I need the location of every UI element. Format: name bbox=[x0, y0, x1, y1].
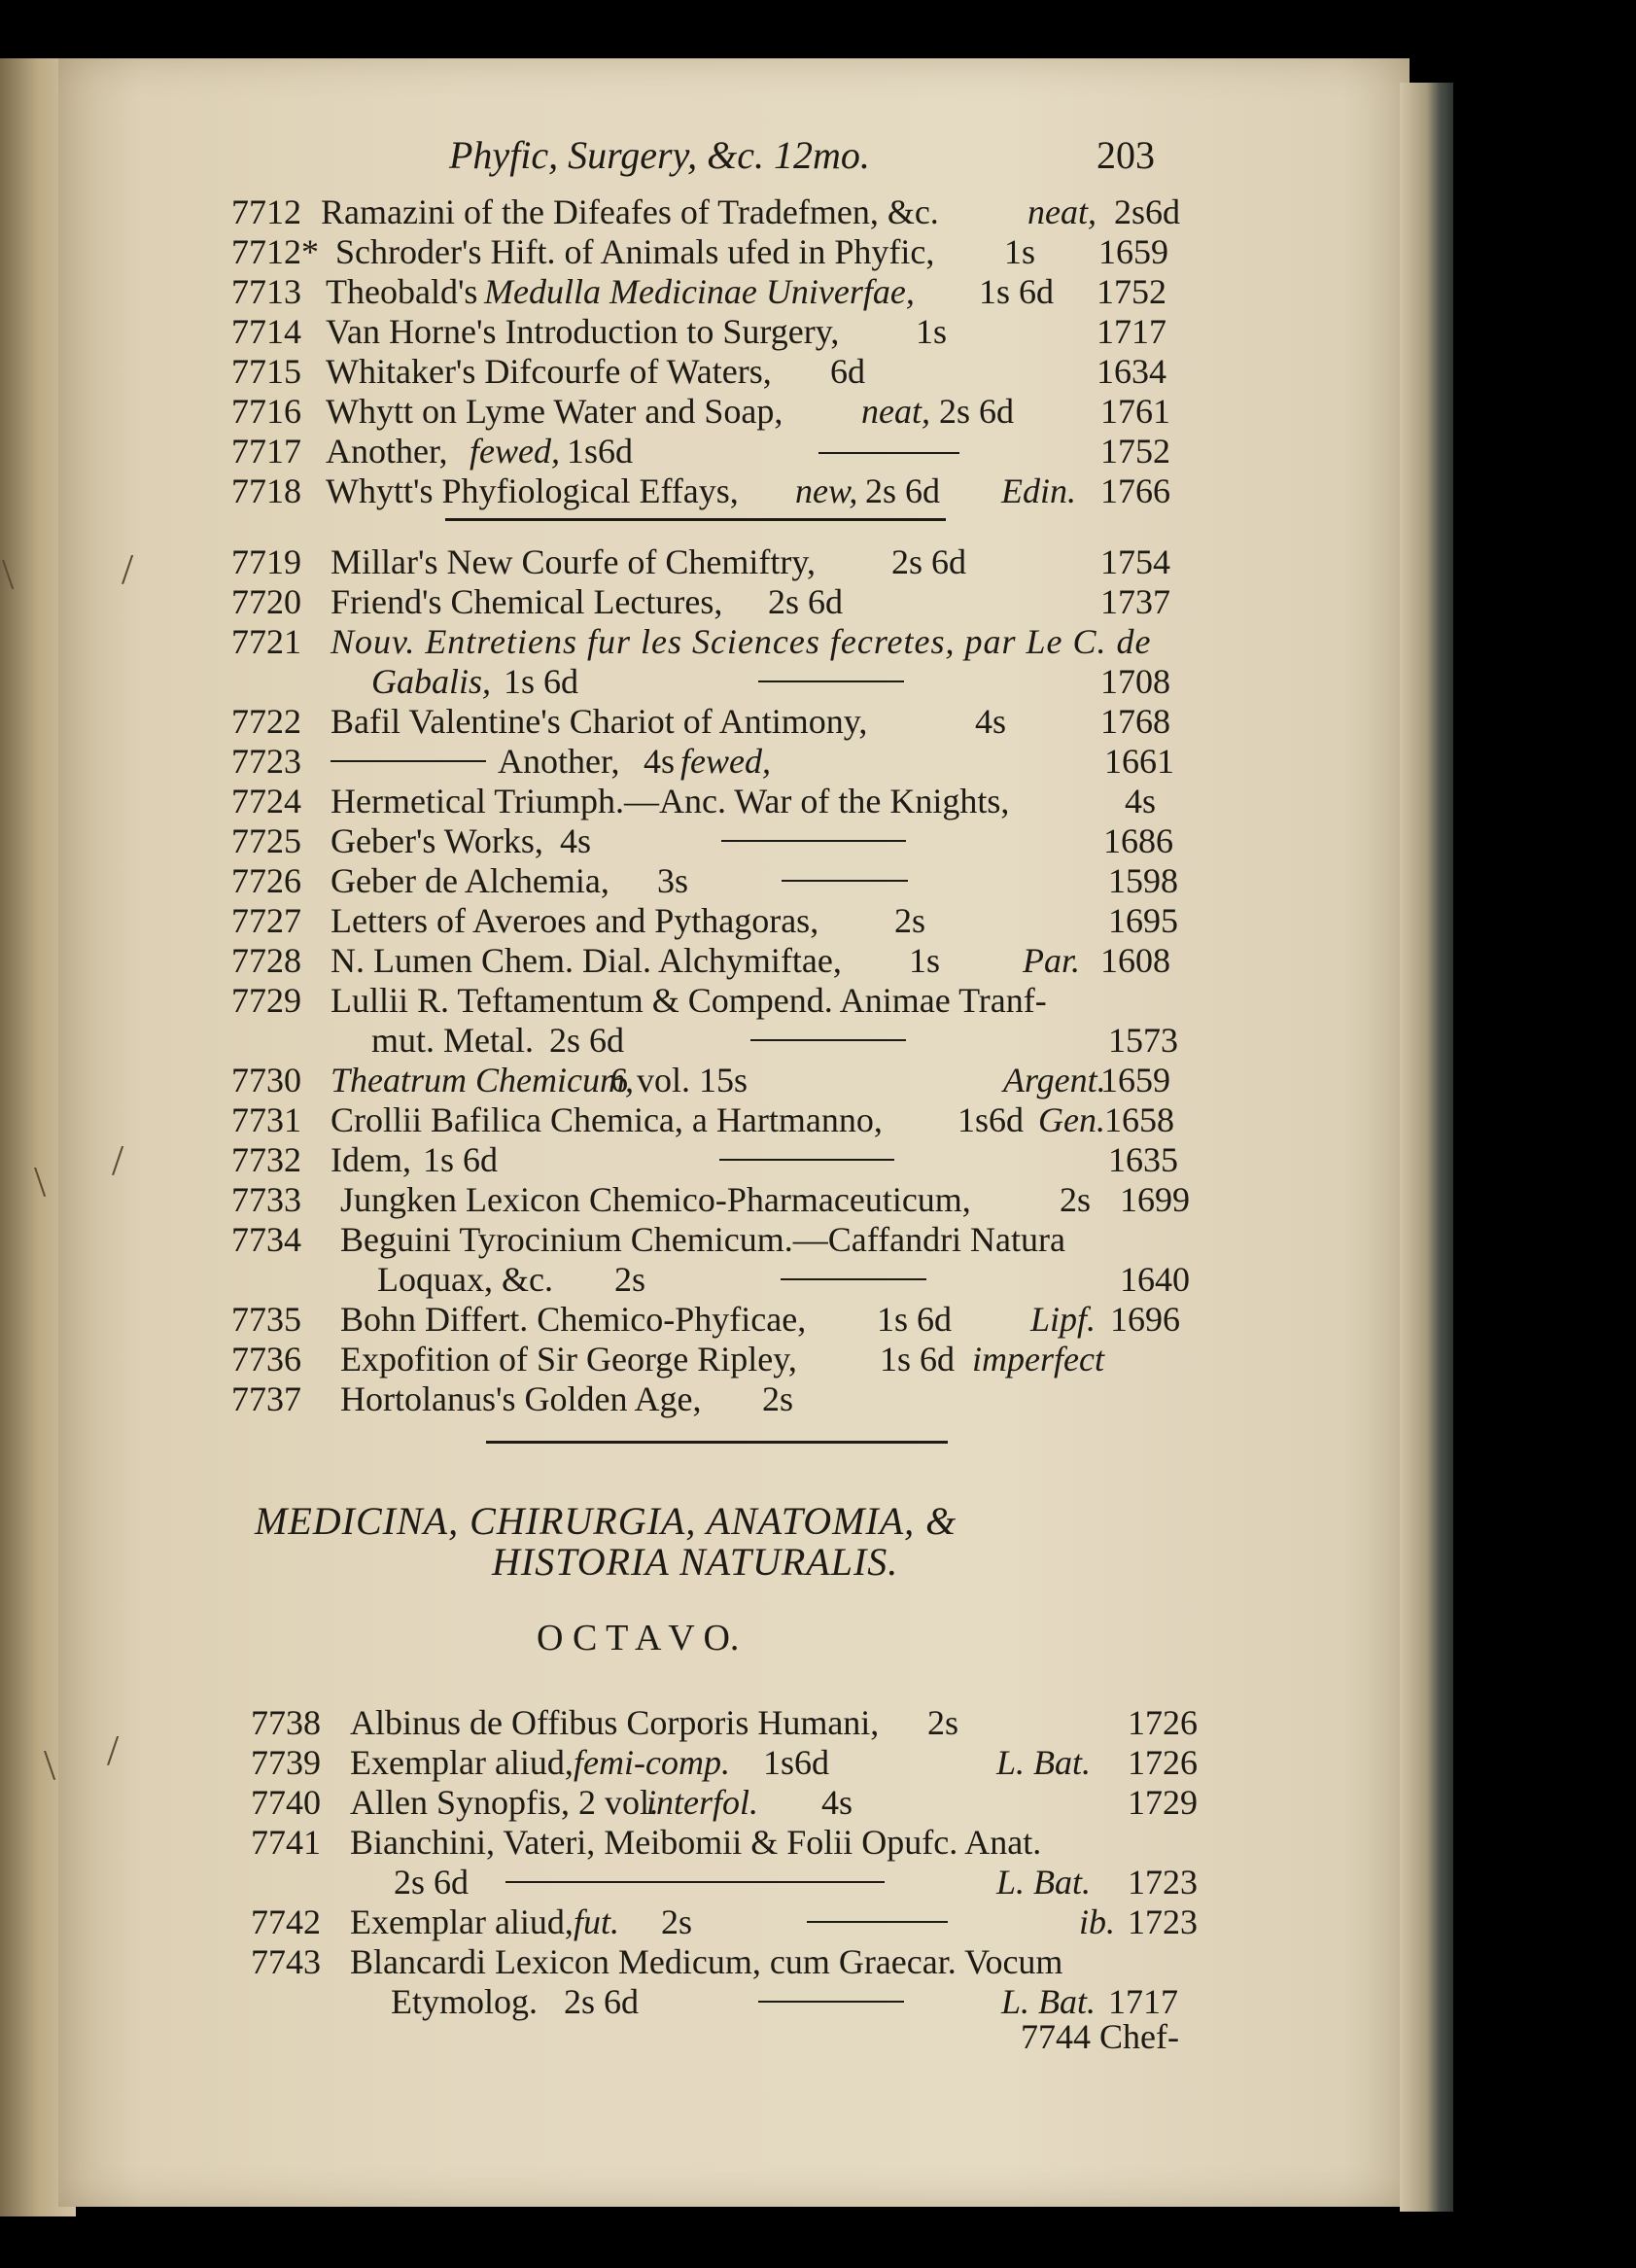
entry-price: 1s6d bbox=[567, 432, 634, 471]
entry-title: Whytt on Lyme Water and Soap, bbox=[326, 392, 783, 431]
entry-year: 1659 bbox=[1098, 232, 1168, 271]
entry-number: 7739 bbox=[251, 1743, 321, 1782]
entry-title: Theatrum Chemicum, bbox=[331, 1061, 634, 1099]
entry-price: 2s 6d bbox=[891, 542, 967, 581]
running-head: Phyfic, Surgery, &c. 12mo. bbox=[449, 133, 870, 177]
entry-number: 7712 bbox=[231, 192, 301, 231]
entry-price: 1s6d bbox=[763, 1743, 830, 1782]
entry-price: 1s 6d bbox=[423, 1140, 499, 1179]
entry-title: Ramazini of the Difeafes of Tradefmen, &c. bbox=[321, 192, 939, 231]
entry-note: femi-comp. bbox=[574, 1743, 730, 1782]
entry-year: 1729 bbox=[1128, 1783, 1198, 1822]
entry-note: Medulla Medicinae Univerfae, bbox=[484, 272, 915, 311]
ditto-dash bbox=[750, 1039, 906, 1041]
entry-note: fewed, bbox=[680, 742, 771, 781]
entry-number: 7725 bbox=[231, 821, 301, 860]
entry-title: Nouv. Entretiens fur les Sciences fecretes, par Le C. de bbox=[331, 622, 1152, 661]
pencil-mark: \ bbox=[44, 1741, 56, 1789]
entry-price: 2s bbox=[927, 1703, 959, 1742]
entry-year: 1717 bbox=[1108, 1982, 1178, 2021]
entry-price: 1s 6d bbox=[880, 1340, 956, 1378]
entry-price: 2s 6d bbox=[768, 582, 844, 621]
entry-price: 1s bbox=[916, 312, 948, 351]
format-heading: O C T A V O. bbox=[537, 1618, 740, 1658]
entry-place: Edin. bbox=[1001, 471, 1076, 510]
ditto-dash bbox=[758, 2001, 904, 2003]
entry-price: 4s bbox=[644, 742, 676, 781]
entry-title: Friend's Chemical Lectures, bbox=[331, 582, 723, 621]
pencil-mark: / bbox=[107, 1727, 120, 1774]
entry-year: 1661 bbox=[1104, 742, 1174, 781]
entry-price: 4s bbox=[821, 1783, 853, 1822]
entry-title: Crollii Bafilica Chemica, a Hartmanno, bbox=[331, 1100, 883, 1139]
entry-title: Jungken Lexicon Chemico-Pharmaceuticum, bbox=[340, 1180, 971, 1219]
entry-year: 1695 bbox=[1108, 901, 1178, 940]
section-divider bbox=[486, 1441, 948, 1444]
entry-price: 1s6d bbox=[957, 1100, 1025, 1139]
entry-number: 7737 bbox=[231, 1379, 301, 1418]
ditto-dash bbox=[505, 1881, 885, 1883]
section-heading: MEDICINA, CHIRURGIA, ANATOMIA, & bbox=[255, 1499, 957, 1543]
entry-price: 2s bbox=[661, 1902, 693, 1941]
section-divider bbox=[445, 518, 946, 521]
entry-year: 1699 bbox=[1120, 1180, 1190, 1219]
entry-year: 1640 bbox=[1120, 1260, 1190, 1299]
entry-title: Bafil Valentine's Chariot of Antimony, bbox=[331, 702, 868, 741]
entry-price: 1s 6d bbox=[979, 272, 1055, 311]
entry-title: Another, bbox=[326, 432, 448, 471]
entry-number: 7735 bbox=[231, 1300, 301, 1339]
catchword: 7744 Chef- bbox=[1021, 2017, 1179, 2056]
entry-title: Exemplar aliud, bbox=[350, 1743, 574, 1782]
entry-year: 1573 bbox=[1108, 1021, 1178, 1060]
entry-year: 1708 bbox=[1100, 662, 1170, 701]
entry-number: 7728 bbox=[231, 941, 301, 980]
entry-title-continued: Etymolog. bbox=[391, 1982, 538, 2021]
entry-price: 2s 6d bbox=[549, 1021, 625, 1060]
entry-title: Hortolanus's Golden Age, bbox=[340, 1379, 702, 1418]
entry-number: 7717 bbox=[231, 432, 301, 471]
entry-title: Idem, bbox=[331, 1140, 411, 1179]
entry-price: 6d bbox=[830, 352, 865, 391]
entry-title: Whitaker's Difcourfe of Waters, bbox=[326, 352, 772, 391]
entry-price: 2s bbox=[1060, 1180, 1092, 1219]
ditto-dash bbox=[719, 1159, 894, 1161]
entry-year: 1658 bbox=[1104, 1100, 1174, 1139]
entry-title: Geber's Works, bbox=[331, 821, 543, 860]
entry-number: 7719 bbox=[231, 542, 301, 581]
ditto-dash bbox=[782, 880, 908, 882]
entry-price: 2s 6d bbox=[939, 392, 1015, 431]
entry-number: 7743 bbox=[251, 1942, 321, 1981]
entry-title: Bohn Differt. Chemico-Phyficae, bbox=[340, 1300, 807, 1339]
entry-price: 1s 6d bbox=[877, 1300, 953, 1339]
entry-year: 1726 bbox=[1128, 1703, 1198, 1742]
entry-price: 3s bbox=[657, 861, 689, 900]
pencil-mark: \ bbox=[2, 550, 15, 598]
entry-price: 2s bbox=[894, 901, 926, 940]
entry-title-continued: Loquax, &c. bbox=[377, 1260, 553, 1299]
entry-place: L. Bat. bbox=[1001, 1982, 1096, 2021]
entry-price: 4s bbox=[560, 821, 592, 860]
entry-title: Millar's New Courfe of Chemiftry, bbox=[331, 542, 817, 581]
entry-title: Another, bbox=[498, 742, 620, 781]
entry-place: Lipf. bbox=[1030, 1300, 1096, 1339]
entry-price: 4s bbox=[1125, 782, 1157, 820]
entry-price: 1s bbox=[909, 941, 941, 980]
book-edge bbox=[1400, 83, 1453, 2212]
entry-place: Argent. bbox=[1003, 1061, 1106, 1099]
entry-place: Gen. bbox=[1038, 1100, 1105, 1139]
ditto-dash bbox=[818, 452, 959, 454]
entry-number: 7738 bbox=[251, 1703, 321, 1742]
entry-price: 1s bbox=[1004, 232, 1036, 271]
entry-number: 7731 bbox=[231, 1100, 301, 1139]
entry-note: new, bbox=[795, 471, 858, 510]
entry-year: 1686 bbox=[1103, 821, 1173, 860]
entry-price: 2s 6d bbox=[865, 471, 941, 510]
entry-number: 7727 bbox=[231, 901, 301, 940]
entry-number: 7730 bbox=[231, 1061, 301, 1099]
entry-price: 2s 6d bbox=[394, 1863, 470, 1902]
entry-place: L. Bat. bbox=[996, 1863, 1092, 1902]
pencil-mark: / bbox=[122, 545, 134, 593]
entry-price: 2s 6d bbox=[564, 1982, 640, 2021]
entry-number: 7712* bbox=[231, 232, 319, 271]
entry-title: Hermetical Triumph.—Anc. War of the Knights, bbox=[331, 782, 1010, 820]
entry-price: 2s bbox=[762, 1379, 794, 1418]
entry-number: 7714 bbox=[231, 312, 301, 351]
section-heading-continued: HISTORIA NATURALIS. bbox=[492, 1540, 899, 1584]
entry-price: 2s bbox=[614, 1260, 646, 1299]
entry-title: Letters of Averoes and Pythagoras, bbox=[331, 901, 819, 940]
entry-year: 1634 bbox=[1096, 352, 1166, 391]
entry-title: Bianchini, Vateri, Meibomii & Folii Opufc. Anat. bbox=[350, 1823, 1042, 1862]
entry-year: 1761 bbox=[1100, 392, 1170, 431]
entry-number: 7732 bbox=[231, 1140, 301, 1179]
entry-place: Par. bbox=[1023, 941, 1081, 980]
entry-number: 7721 bbox=[231, 622, 301, 661]
entry-title: N. Lumen Chem. Dial. Alchymiftae, bbox=[331, 941, 842, 980]
entry-year: 1737 bbox=[1100, 582, 1170, 621]
entry-number: 7740 bbox=[251, 1783, 321, 1822]
ditto-dash bbox=[807, 1921, 948, 1923]
entry-number: 7742 bbox=[251, 1902, 321, 1941]
entry-title-continued: Gabalis, bbox=[371, 662, 492, 701]
entry-number: 7722 bbox=[231, 702, 301, 741]
entry-number: 7726 bbox=[231, 861, 301, 900]
entry-number: 7729 bbox=[231, 981, 301, 1020]
page-number: 203 bbox=[1096, 133, 1155, 177]
entry-note: neat, bbox=[861, 392, 930, 431]
entry-title: Blancardi Lexicon Medicum, cum Graecar. Vocum bbox=[350, 1942, 1063, 1981]
entry-number: 7733 bbox=[231, 1180, 301, 1219]
entry-title: Expofition of Sir George Ripley, bbox=[340, 1340, 797, 1378]
entry-place: L. Bat. bbox=[996, 1743, 1092, 1782]
entry-number: 7720 bbox=[231, 582, 301, 621]
entry-note: interfol. bbox=[646, 1783, 758, 1822]
ditto-dash bbox=[721, 840, 906, 842]
entry-title: Van Horne's Introduction to Surgery, bbox=[326, 312, 840, 351]
entry-number: 7724 bbox=[231, 782, 301, 820]
entry-year: 1768 bbox=[1100, 702, 1170, 741]
entry-title: Albinus de Offibus Corporis Humani, bbox=[350, 1703, 880, 1742]
entry-title: Beguini Tyrocinium Chemicum.—Caffandri Natura bbox=[340, 1220, 1065, 1259]
entry-year: 1608 bbox=[1100, 941, 1170, 980]
entry-note: fut. bbox=[574, 1902, 620, 1941]
entry-number: 7736 bbox=[231, 1340, 301, 1378]
entry-title: Whytt's Phyfiological Effays, bbox=[326, 471, 739, 510]
entry-price: 2s6d bbox=[1114, 192, 1181, 231]
pencil-mark: / bbox=[112, 1136, 124, 1184]
entry-number: 7741 bbox=[251, 1823, 321, 1862]
entry-number: 7734 bbox=[231, 1220, 301, 1259]
entry-year: 1717 bbox=[1096, 312, 1166, 351]
entry-title-continued: mut. Metal. bbox=[371, 1021, 534, 1060]
ditto-dash bbox=[331, 760, 486, 762]
entry-year: 1726 bbox=[1128, 1743, 1198, 1782]
entry-year: 1754 bbox=[1100, 542, 1170, 581]
entry-number: 7713 bbox=[231, 272, 301, 311]
entry-year: 1723 bbox=[1128, 1863, 1198, 1902]
entry-note: fewed, bbox=[470, 432, 560, 471]
entry-number: 7718 bbox=[231, 471, 301, 510]
entry-note: imperfect bbox=[972, 1340, 1104, 1378]
entry-price: 4s bbox=[975, 702, 1007, 741]
entry-year: 1723 bbox=[1128, 1902, 1198, 1941]
entry-number: 7716 bbox=[231, 392, 301, 431]
entry-number: 7715 bbox=[231, 352, 301, 391]
entry-year: 1766 bbox=[1100, 471, 1170, 510]
entry-title: Allen Synopfis, 2 vol. bbox=[350, 1783, 659, 1822]
entry-price: 1s 6d bbox=[504, 662, 579, 701]
pencil-mark: \ bbox=[34, 1158, 47, 1205]
entry-note: neat, bbox=[1027, 192, 1096, 231]
entry-year: 1752 bbox=[1100, 432, 1170, 471]
entry-year: 1659 bbox=[1100, 1061, 1170, 1099]
entry-year: 1635 bbox=[1108, 1140, 1178, 1179]
entry-price: 6 vol. 15s bbox=[610, 1061, 748, 1099]
entry-number: 7723 bbox=[231, 742, 301, 781]
entry-title: Schroder's Hift. of Animals ufed in Phyfic, bbox=[335, 232, 935, 271]
entry-title: Theobald's bbox=[326, 272, 478, 311]
entry-title: Geber de Alchemia, bbox=[331, 861, 609, 900]
entry-place: ib. bbox=[1079, 1902, 1116, 1941]
entry-year: 1598 bbox=[1108, 861, 1178, 900]
entry-year: 1752 bbox=[1096, 272, 1166, 311]
ditto-dash bbox=[781, 1278, 926, 1280]
entry-title: Lullii R. Teftamentum & Compend. Animae Tranf- bbox=[331, 981, 1047, 1020]
ditto-dash bbox=[758, 680, 904, 682]
entry-title: Exemplar aliud, bbox=[350, 1902, 574, 1941]
entry-year: 1696 bbox=[1110, 1300, 1180, 1339]
